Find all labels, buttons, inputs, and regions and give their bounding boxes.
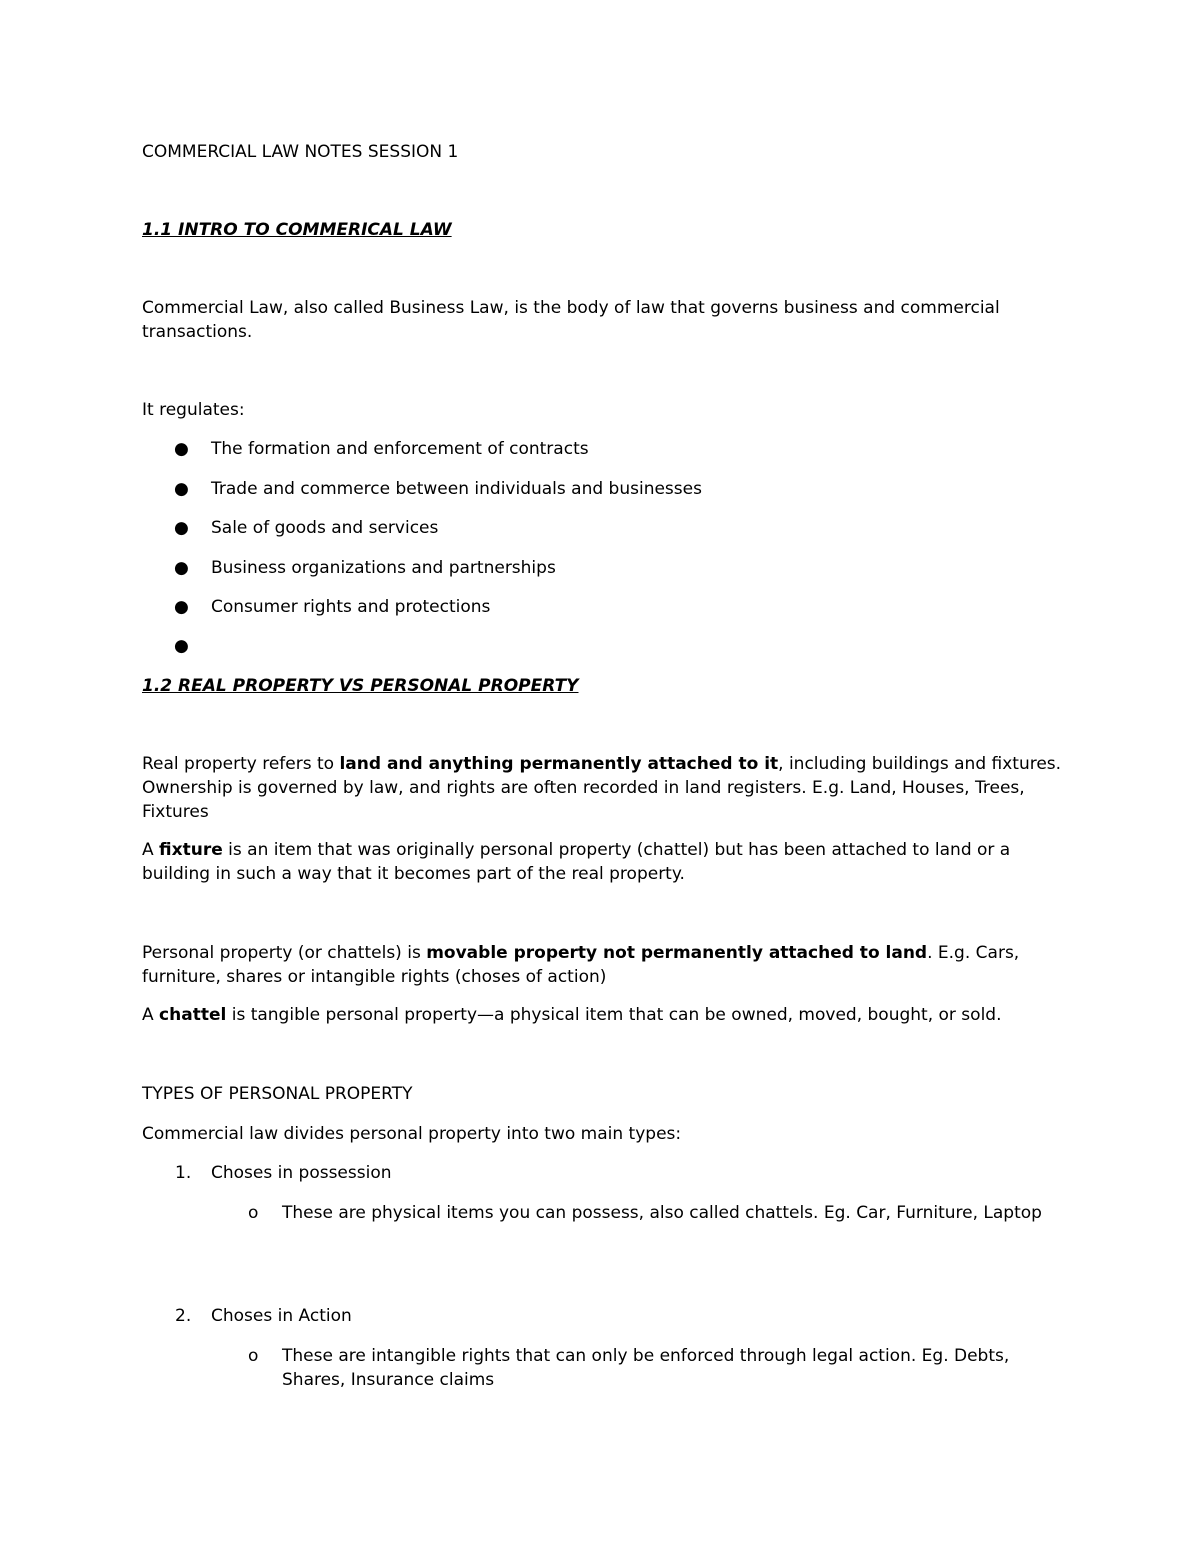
bullet-marker: ● bbox=[174, 558, 189, 578]
text-run: A bbox=[142, 840, 160, 860]
list-item: Trade and commerce between individuals and businesses bbox=[211, 479, 702, 499]
list-number: 1. bbox=[175, 1163, 192, 1183]
text-run: A bbox=[142, 1005, 160, 1025]
paragraph-fixture bbox=[142, 838, 1072, 886]
text-run: . E.g. Cars, furniture, shares or intangible rights (choses of action) bbox=[142, 943, 1020, 987]
section-heading-intro: 1.1 INTRO TO COMMERICAL LAW bbox=[142, 220, 452, 240]
paragraph-commercial-law-definition: Commercial Law, also called Business Law, is the body of law that governs business and commercial transactions. bbox=[142, 298, 1000, 342]
list-item: Business organizations and partnerships bbox=[211, 558, 556, 578]
bold-text-run: movable property not permanently attached to land bbox=[426, 943, 928, 963]
list-item: Consumer rights and protections bbox=[211, 597, 491, 617]
text-run: Real property refers to bbox=[142, 754, 340, 774]
sub-bullet-marker: o bbox=[248, 1203, 259, 1223]
bold-text-run: land and anything permanently attached to it bbox=[339, 754, 779, 774]
bullet-marker: ● bbox=[174, 518, 189, 538]
paragraph-real-property bbox=[142, 752, 1072, 824]
list-number: 2. bbox=[175, 1306, 192, 1326]
sub-list-item: These are physical items you can possess, also called chattels. Eg. Car, Furniture, Laptop bbox=[282, 1203, 1042, 1223]
bullet-marker: ● bbox=[174, 636, 189, 656]
text-run: is tangible personal property—a physical item that can be owned, moved, bought, or sold. bbox=[226, 1005, 1002, 1025]
numbered-list-item: Choses in Action bbox=[211, 1306, 352, 1326]
bold-text-run: chattel bbox=[159, 1005, 227, 1025]
sub-bullet-marker: o bbox=[248, 1346, 259, 1366]
numbered-list-item: Choses in possession bbox=[211, 1163, 392, 1183]
bullet-marker: ● bbox=[174, 597, 189, 617]
bold-text-run: fixture bbox=[159, 840, 223, 860]
document-title: COMMERCIAL LAW NOTES SESSION 1 bbox=[142, 142, 459, 162]
list-item: Sale of goods and services bbox=[211, 518, 439, 538]
regulates-label: It regulates: bbox=[142, 400, 245, 420]
text-run: is an item that was originally personal property (chattel) but has been attached to land or a building in such a way that it becomes part of the real property. bbox=[142, 840, 1011, 884]
bullet-marker: ● bbox=[174, 439, 189, 459]
paragraph-chattel bbox=[142, 1003, 1072, 1027]
section-heading-types: TYPES OF PERSONAL PROPERTY bbox=[142, 1084, 413, 1104]
paragraph-personal-property bbox=[142, 941, 1072, 989]
text-run: Personal property (or chattels) is bbox=[142, 943, 427, 963]
paragraph-types-intro: Commercial law divides personal property into two main types: bbox=[142, 1124, 682, 1144]
bullet-marker: ● bbox=[174, 479, 189, 499]
sub-list-item: These are intangible rights that can only be enforced through legal action. Eg. Debts, Shares, Insurance claims bbox=[282, 1346, 1010, 1390]
section-heading-property: 1.2 REAL PROPERTY VS PERSONAL PROPERTY bbox=[142, 676, 579, 696]
text-run: , including buildings and fixtures. Ownership is governed by law, and rights are often recorded in land registers. E.g. Land, Houses, Trees, Fixtures bbox=[142, 754, 1062, 822]
list-item: The formation and enforcement of contracts bbox=[211, 439, 589, 459]
